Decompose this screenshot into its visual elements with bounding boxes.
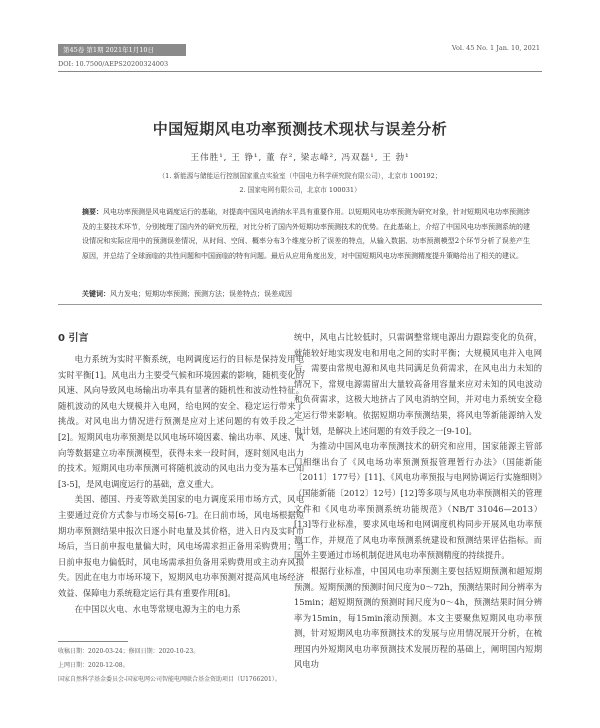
section-heading: 0 引言 [58, 333, 89, 344]
footnote-received: 收稿日期：2020-03-24；修回日期：2020-10-23。 [58, 648, 200, 655]
volume-info: Vol. 45 No. 1 Jan. 10, 2021 [451, 44, 540, 52]
body-column-right [294, 330, 542, 673]
paragraph: 美国、德国、丹麦等欧美国家的电力调度采用市场方式，风电主要通过竞价方式参与市场交易[6-7]。在日前市场，风电场根据短期功率预测结果申报次日逐小时电量及其价格，进入日内及实时市场后，当日前申报电量偏大时，风电场需求担正备用采购费用；当日前申报电力偏低时，风电场需承担负备用采购费用或主动弃风损失。因此在电力市场环境下，短期风电功率预测对提高风电场经济效益、保障电力系统稳定运行具有重要作用[8]。 [58, 494, 304, 598]
abstract-text: 风电功率预测是风电调度运行的基础，对提高中国风电消纳水平具有重要作用。以短期风电功率预测为研究对象，针对短期风电功率预测涉及的主要技术环节，分别梳理了国内外的研究历程，对比分析了国内外短期功率预测技术的优势。在此基础上，介绍了中国风电功率预测系统的建设情况和实际应用中的预测误差情况，从时间、空间、概率分布3个维度分析了误差的特点，从输入数据、功率预测模型2个环节分析了误差产生原因，并总结了全球面临的共性问题和中国面临的特有问题。最后从应用角度出发，对中国短期风电功率预测精度提升策略给出了相关的建议。 [82, 208, 530, 260]
body-column-left [58, 352, 304, 617]
keywords-label: 关键词： [82, 290, 110, 298]
journal-issue-badge: 第45卷 第1期 2021年1月10日 [58, 44, 186, 56]
paper-title: 中国短期风电功率预测技术现状与误差分析 [152, 120, 448, 138]
footnote-divider [58, 641, 128, 642]
doi[interactable]: DOI: 10.7500/AEPS20200324003 [58, 60, 169, 68]
abstract-label: 摘要： [82, 208, 103, 216]
keywords [82, 289, 530, 299]
footnote-funding: 国家自然科学基金委员会-国家电网公司智能电网联合基金资助项目（U1766201）。 [58, 676, 281, 683]
affiliation-2: 2. 国家电网有限公司，北京市 100031） [239, 186, 361, 194]
paragraph: 统中，风电占比较低时，只需调整常规电源出力跟踪变化的负荷，就能较好地实现发电和用电之间的实时平衡；大规模风电并入电网后，需要由常规电源和风电共同满足负荷需求，在风电出力未知的情况下，常规电源需留出大量较高备用容量来应对未知的风电波动和负荷需求，这极大地挤占了风电消纳空间，并对电力系统安全稳定运行带来影响。依据短期功率预测结果，将风电等新能源纳入发电计划，是解决上述问题的有效手段之一[9-10]。 [294, 332, 542, 436]
footnote-online: 上网日期：2020-12-08。 [58, 662, 129, 669]
paragraph: 根据行业标准，中国风电功率预测主要包括短期预测和超短期预测。短期预测的预测时间尺度为0～72h，预测结果时间分辨率为15min；超短期预测的预测时间尺度为0～4h，预测结果时间分辨率为15min，每15min滚动预测。本文主要聚焦短期风电功率预测，针对短期风电功率预测技术的发展与应用情况展开分析，在梳理国内外短期风电功率预测技术发展历程的基础上，阐明国内短期风电功 [294, 565, 542, 670]
paragraph: 电力系统为实时平衡系统，电网调度运行的目标是保持发用电实时平衡[1]。风电出力主要受气候和环境因素的影响，随机变化的风速、风向导致风电场输出功率具有显著的随机性和波动性特征。随机波动的风电大规模并入电网，给电网的安全、稳定运行带来了挑战。对风电出力情况进行预测是应对上述问题的有效手段之一[2]。短期风电功率预测是以风电场环境因素、输出功率、风速、风向等数据建立功率预测模型，获得未来一段时间，逐时刻风电出力的技术。短期风电功率预测可将随机波动的风电出力变为基本已知[3-5]，是风电调度运行的基础，意义重大。 [58, 354, 304, 489]
header-divider [58, 71, 542, 72]
keywords-text: 风力发电；短期功率预测；预测方法；误差特点；误差成因 [110, 290, 292, 298]
paragraph: 为推动中国风电功率预测技术的研究和应用，国家能源主管部门相继出台了《风电场功率预测预报管理暂行办法》（国能新能〔2011〕177号）[11]、《风电功率预报与电网协调运行实施细则》（国能新能〔2012〕12号）[12]等多项与风电功率预测相关的管理文件和《风电功率预测系统功能规范》（NB/T 31046—2013）[13]等行业标准，要求风电场和电网调度机构同步开展风电功率预测工作，并规范了风电功率预测系统建设和预测结果评估指标。而国外主要通过市场机制促进风电功率预测精度的持续提升。 [294, 441, 542, 561]
abstract [82, 205, 530, 263]
abstract-divider [58, 304, 542, 305]
paragraph: 在中国以火电、水电等常规电源为主的电力系 [74, 603, 241, 614]
author-list: 王伟胜¹, 王 铮¹, 董 存², 梁志峰², 冯双磊¹, 王 勃¹ [190, 153, 410, 163]
affiliation-1: （1. 新能源与储能运行控制国家重点实验室（中国电力科学研究院有限公司），北京市 100192； [158, 172, 442, 180]
